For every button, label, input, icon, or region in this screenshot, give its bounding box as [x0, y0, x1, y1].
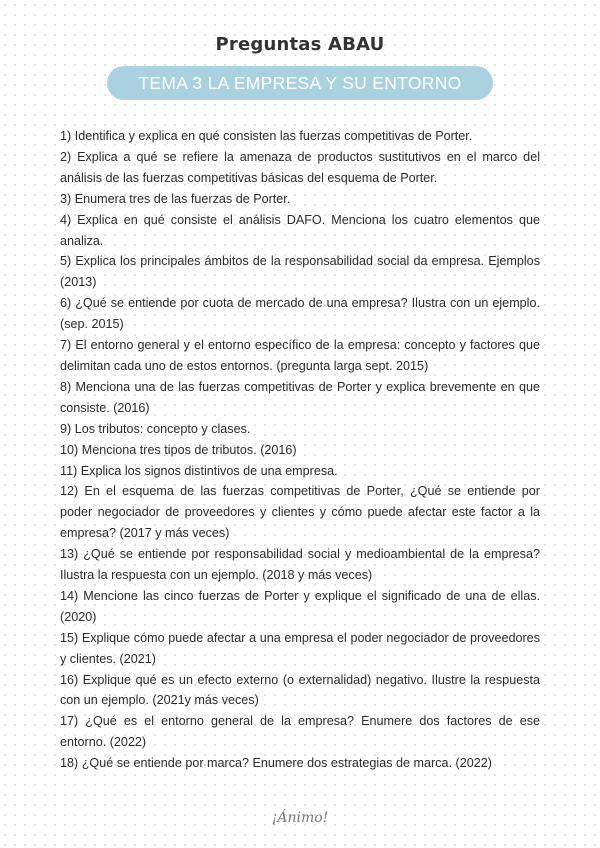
question-list	[60, 126, 540, 774]
question-item: 16) Explique qué es un efecto externo (o externalidad) negativo. Ilustre la respuesta con un ejemplo. (2021y más veces)	[60, 672, 540, 708]
question-item: 18) ¿Qué se entiende por marca? Enumere dos estrategias de marca. (2022)	[60, 756, 492, 771]
question-item: 6) ¿Qué se entiende por cuota de mercado de una empresa? Ilustra con un ejemplo. (sep. 2015)	[60, 296, 540, 332]
question-item: 13) ¿Qué se entiende por responsabilidad social y medioambiental de la empresa? Ilustra la respuesta con un ejemplo. (2018 y más veces)	[60, 547, 540, 583]
page-title: Preguntas ABAU	[215, 34, 385, 55]
question-item: 2) Explica a qué se refiere la amenaza de productos sustitutivos en el marco del análisis de las fuerzas competitivas básicas del esquema de Porter.	[60, 149, 540, 185]
topic-banner: TEMA 3 LA EMPRESA Y SU ENTORNO	[107, 66, 493, 100]
question-item: 5) Explica los principales ámbitos de la responsabilidad social da empresa. Ejemplos (2013)	[60, 254, 540, 290]
question-item: 17) ¿Qué es el entorno general de la empresa? Enumere dos factores de ese entorno. (2022)	[60, 714, 540, 750]
question-item: 12) En el esquema de las fuerzas competitivas de Porter, ¿Qué se entiende por poder negociador de proveedores y clientes y cómo puede afectar este factor a la empresa? (2017 y más veces)	[60, 484, 540, 541]
question-item: 9) Los tributos: concepto y clases.	[60, 421, 251, 436]
question-item: 7) El entorno general y el entorno específico de la empresa: concepto y factores que delimitan cada uno de estos entornos. (pregunta larga sept. 2015)	[60, 338, 540, 373]
question-item: 10) Menciona tres tipos de tributos. (2016)	[60, 442, 297, 457]
signoff-text: ¡Ánimo!	[271, 810, 329, 826]
question-item: 15) Explique cómo puede afectar a una empresa el poder negociador de proveedores y clientes. (2021)	[60, 630, 540, 666]
question-item: 4) Explica en qué consiste el análisis DAFO. Menciona los cuatro elementos que analiza.	[60, 212, 540, 248]
question-item: 8) Menciona una de las fuerzas competitivas de Porter y explica brevemente en que consiste. (2016)	[60, 379, 540, 415]
question-item: 1) Identifica y explica en qué consisten las fuerzas competitivas de Porter.	[60, 129, 473, 143]
question-item: 3) Enumera tres de las fuerzas de Porter.	[60, 191, 291, 206]
question-item: 11) Explica los signos distintivos de una empresa.	[60, 463, 338, 478]
question-item: 14) Mencione las cinco fuerzas de Porter y explique el significado de una de ellas. (2020)	[60, 588, 540, 624]
